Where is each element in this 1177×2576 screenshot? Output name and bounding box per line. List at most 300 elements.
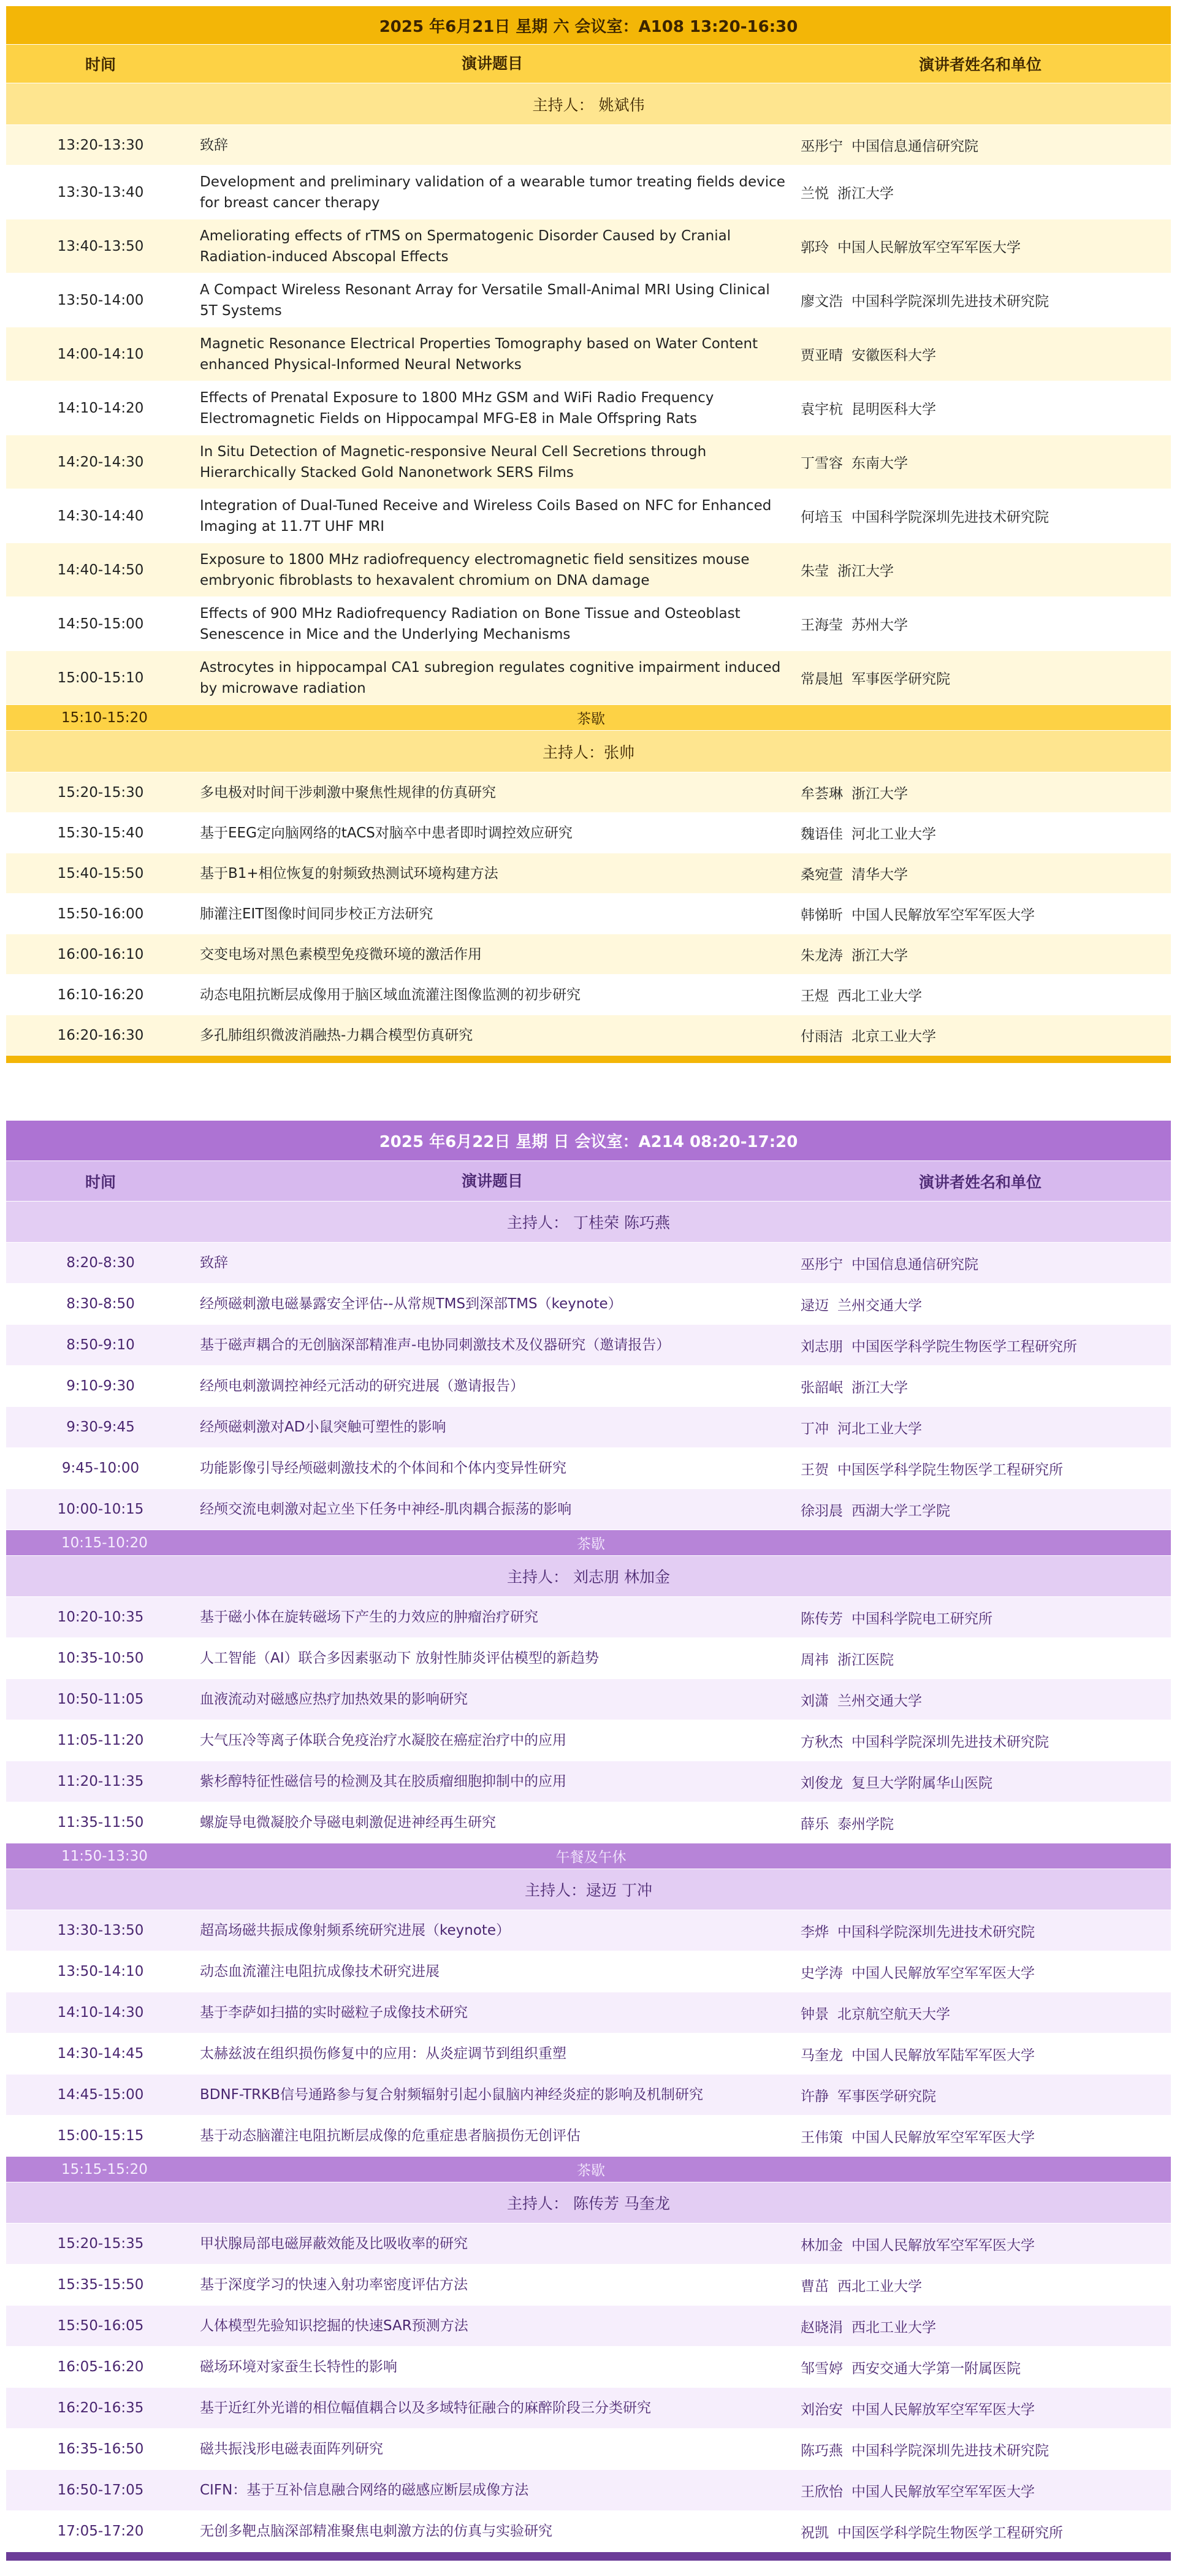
- speaker-affiliation: 北京航空航天大学: [837, 2006, 950, 2022]
- speaker-name: 郭玲: [801, 240, 829, 256]
- talk-time: 10:00-10:15: [57, 1501, 144, 1517]
- speaker-name: 薛乐: [801, 1816, 829, 1832]
- talk-row: [6, 381, 1171, 435]
- speaker-affiliation: 浙江大学: [837, 186, 894, 202]
- break-label: 午餐及午休: [555, 1850, 627, 1865]
- talk-time: 16:50-17:05: [57, 2482, 144, 2498]
- talk-row: [6, 2470, 1171, 2511]
- talk-speaker: [790, 1335, 1171, 1355]
- talk-row: [6, 2511, 1171, 2552]
- talk-row: [6, 1992, 1171, 2033]
- talk-title: 甲状腺局部电磁屏蔽效能及比吸收率的研究: [200, 2236, 468, 2252]
- speaker-affiliation: 军事医学研究院: [851, 671, 950, 687]
- talk-time: 14:50-15:00: [57, 615, 144, 632]
- break-time: 15:10-15:20: [61, 709, 148, 726]
- talk-speaker: [790, 135, 1171, 155]
- talk-title: 致辞: [200, 137, 228, 153]
- talk-time: 15:00-15:15: [57, 2128, 144, 2144]
- talk-title: 人工智能（AI）联合多因素驱动下 放射性肺炎评估模型的新趋势: [200, 1650, 599, 1666]
- speaker-name: 朱莹: [801, 563, 829, 579]
- talk-row: [6, 1951, 1171, 1992]
- talk-speaker: [790, 782, 1171, 802]
- talk-speaker: [790, 344, 1171, 364]
- talk-row: [6, 2306, 1171, 2347]
- speaker-name: 周祎: [801, 1652, 829, 1668]
- talk-speaker: [790, 668, 1171, 688]
- break-label: 茶歇: [577, 1536, 605, 1552]
- talk-title: Ameliorating effects of rTMS on Spermatogenic Disorder Caused by Cranial Radiation-induced Abscopal Effects: [200, 227, 731, 265]
- talk-row: [6, 597, 1171, 651]
- talk-row: [6, 1761, 1171, 1802]
- speaker-name: 丁冲: [801, 1420, 829, 1437]
- speaker-name: 林加金: [801, 2237, 843, 2254]
- talk-time: 14:40-14:50: [57, 562, 144, 578]
- talk-time: 14:10-14:30: [57, 2005, 144, 2021]
- talk-row: [6, 1720, 1171, 1761]
- speaker-affiliation: 北京工业大学: [851, 1029, 936, 1045]
- talk-title: Integration of Dual-Tuned Receive and Wireless Coils Based on NFC for Enhanced Imaging at 11.7T UHF MRI: [200, 497, 772, 535]
- talk-speaker: [790, 2398, 1171, 2418]
- speaker-name: 巫彤宁: [801, 1256, 843, 1273]
- speaker-affiliation: 西北工业大学: [851, 2319, 936, 2336]
- talk-title: 基于李萨如扫描的实时磁粒子成像技术研究: [200, 2005, 468, 2021]
- talk-time: 10:20-10:35: [57, 1609, 144, 1625]
- talk-title: 经颅磁刺激电磁暴露安全评估--从常规TMS到深部TMS（keynote）: [200, 1296, 622, 1312]
- talk-speaker: [790, 560, 1171, 580]
- speaker-name: 史学涛: [801, 1965, 843, 1981]
- talk-time: 15:20-15:35: [57, 2236, 144, 2252]
- talk-time: 10:35-10:50: [57, 1650, 144, 1666]
- talk-time: 8:30-8:50: [66, 1296, 135, 1312]
- break-row: [6, 2157, 1171, 2182]
- host-row: 主持人： 刘志朋 林加金: [6, 1556, 1171, 1597]
- talk-row: [6, 1802, 1171, 1843]
- speaker-name: 巫彤宁: [801, 139, 843, 154]
- header-speaker: 演讲者姓名和单位: [918, 1173, 1042, 1191]
- talk-row: [6, 1489, 1171, 1530]
- talk-speaker: [790, 1813, 1171, 1833]
- talk-title: 功能影像引导经颅磁刺激技术的个体间和个体内变异性研究: [200, 1460, 566, 1476]
- talk-row: [6, 1366, 1171, 1407]
- talk-speaker: [790, 863, 1171, 883]
- talk-row: [6, 2388, 1171, 2429]
- talk-title: 多电极对时间干涉刺激中聚焦性规律的仿真研究: [200, 784, 496, 801]
- talk-title: 多孔肺组织微波消融热-力耦合模型仿真研究: [200, 1027, 473, 1043]
- day1-banner: 2025 年6月21日 星期 六 会议室：A108 13:20-16:30: [6, 6, 1171, 45]
- day2-banner: 2025 年6月22日 星期 日 会议室：A214 08:20-17:20: [6, 1121, 1171, 1161]
- speaker-name: 牟荟琳: [801, 786, 843, 802]
- talk-title: 血液流动对磁感应热疗加热效果的影响研究: [200, 1691, 468, 1707]
- speaker-name: 李烨: [801, 1924, 829, 1940]
- talk-title: 动态电阻抗断层成像用于脑区域血流灌注图像监测的初步研究: [200, 986, 581, 1003]
- talk-row: [6, 2224, 1171, 2265]
- talk-time: 14:00-14:10: [57, 346, 144, 362]
- talk-title: 肺灌注EIT图像时间同步校正方法研究: [200, 905, 433, 922]
- speaker-affiliation: 中国科学院深圳先进技术研究院: [837, 1924, 1035, 1940]
- speaker-name: 张韶岷: [801, 1379, 843, 1396]
- speaker-name: 刘俊龙: [801, 1775, 843, 1791]
- speaker-name: 韩悌昕: [801, 907, 843, 923]
- speaker-name: 王海莹: [801, 617, 843, 633]
- talk-time: 9:30-9:45: [66, 1419, 135, 1435]
- day1-header-row: [6, 45, 1171, 83]
- speaker-name: 付雨洁: [801, 1029, 843, 1045]
- talk-row: [6, 1325, 1171, 1366]
- talk-row: [6, 1407, 1171, 1448]
- speaker-name: 王贺: [801, 1461, 829, 1478]
- talk-row: [6, 1597, 1171, 1638]
- speaker-affiliation: 中国人民解放军空军军医大学: [851, 907, 1035, 923]
- talk-title: 经颅交流电刺激对起立坐下任务中神经-肌肉耦合振荡的影响: [200, 1501, 572, 1517]
- talk-time: 16:35-16:50: [57, 2441, 144, 2457]
- speaker-affiliation: 浙江大学: [837, 563, 894, 579]
- speaker-affiliation: 西安交通大学第一附属医院: [851, 2360, 1021, 2377]
- speaker-name: 何培玉: [801, 509, 843, 525]
- talk-row: [6, 2033, 1171, 2075]
- talk-speaker: [790, 2234, 1171, 2254]
- speaker-name: 陈传芳: [801, 1610, 843, 1627]
- talk-speaker: [790, 452, 1171, 472]
- talk-time: 13:50-14:00: [57, 292, 144, 308]
- talk-title: 致辞: [200, 1255, 228, 1271]
- talk-time: 11:35-11:50: [57, 1815, 144, 1831]
- talk-list: [6, 2224, 1171, 2552]
- talk-time: 13:20-13:30: [57, 137, 144, 153]
- speaker-affiliation: 昆明医科大学: [851, 402, 936, 417]
- talk-time: 14:20-14:30: [57, 454, 144, 470]
- talk-row: [6, 435, 1171, 489]
- speaker-affiliation: 兰州交通大学: [837, 1297, 922, 1314]
- speaker-affiliation: 中国人民解放军空军军医大学: [851, 2237, 1035, 2254]
- talk-list: [6, 1243, 1171, 1530]
- speaker-name: 马奎龙: [801, 2047, 843, 2063]
- talk-row: [6, 813, 1171, 853]
- speaker-name: 邹雪婷: [801, 2360, 843, 2377]
- talk-speaker: [790, 1458, 1171, 1479]
- talk-time: 9:10-9:30: [66, 1378, 135, 1394]
- host-row: 主持人： 姚斌伟: [6, 83, 1171, 125]
- talk-time: 8:20-8:30: [66, 1255, 135, 1271]
- speaker-name: 王煜: [801, 988, 829, 1004]
- talk-time: 13:40-13:50: [57, 238, 144, 254]
- speaker-name: 钟景: [801, 2006, 829, 2022]
- talk-list: [6, 125, 1171, 705]
- break-time: 15:15-15:20: [61, 2161, 148, 2178]
- speaker-affiliation: 安徽医科大学: [851, 348, 936, 364]
- speaker-affiliation: 西北工业大学: [837, 988, 922, 1004]
- talk-speaker: [790, 236, 1171, 256]
- talk-title: Magnetic Resonance Electrical Properties Tomography based on Water Content enhanced Physical-Informed Neural Networks: [200, 335, 758, 373]
- speaker-affiliation: 西北工业大学: [837, 2278, 922, 2295]
- header-title: 演讲题目: [461, 55, 523, 72]
- talk-title: Effects of 900 MHz Radiofrequency Radiation on Bone Tissue and Osteoblast Senescence in Mice and the Underlying Mechanisms: [200, 605, 741, 642]
- talk-time: 14:30-14:45: [57, 2046, 144, 2062]
- speaker-name: 王伟策: [801, 2129, 843, 2146]
- talk-list: [6, 772, 1171, 1056]
- speaker-name: 廖文浩: [801, 294, 843, 310]
- talk-time: 14:30-14:40: [57, 508, 144, 524]
- talk-title: BDNF-TRKB信号通路参与复合射频辐射引起小鼠脑内神经炎症的影响及机制研究: [200, 2087, 704, 2103]
- header-title: 演讲题目: [461, 1172, 523, 1190]
- closing-bar: [6, 1056, 1171, 1063]
- speaker-affiliation: 泰州学院: [837, 1816, 894, 1832]
- speaker-name: 桑宛萱: [801, 867, 843, 883]
- talk-row: [6, 1284, 1171, 1325]
- speaker-affiliation: 中国人民解放军空军军医大学: [851, 2129, 1035, 2146]
- talk-row: [6, 1243, 1171, 1284]
- speaker-affiliation: 中国信息通信研究院: [851, 139, 978, 154]
- talk-time: 15:35-15:50: [57, 2277, 144, 2293]
- talk-speaker: [790, 2521, 1171, 2542]
- talk-title: 超高场磁共振成像射频系统研究进展（keynote）: [200, 1922, 511, 1938]
- talk-title: CIFN：基于互补信息融合网络的磁感应断层成像方法: [200, 2482, 529, 2498]
- talk-row: [6, 2116, 1171, 2157]
- talk-speaker: [790, 2275, 1171, 2295]
- break-row: [6, 1843, 1171, 1869]
- talk-row: [6, 2075, 1171, 2116]
- speaker-affiliation: 河北工业大学: [837, 1420, 922, 1437]
- talk-speaker: [790, 904, 1171, 924]
- talk-title: 基于动态脑灌注电阻抗断层成像的危重症患者脑损伤无创评估: [200, 2128, 581, 2144]
- speaker-name: 许静: [801, 2088, 829, 2105]
- speaker-name: 朱龙涛: [801, 948, 843, 964]
- speaker-affiliation: 中国人民解放军空军军医大学: [837, 240, 1021, 256]
- talk-speaker: [790, 2085, 1171, 2105]
- talk-time: 11:05-11:20: [57, 1732, 144, 1748]
- talk-title: In Situ Detection of Magnetic-responsive Neural Cell Secretions through Hierarchically Stacked Gold Nanonetwork SERS Films: [200, 443, 707, 481]
- speaker-affiliation: 中国人民解放军空军军医大学: [851, 2483, 1035, 2500]
- talk-time: 16:00-16:10: [57, 946, 144, 962]
- speaker-name: 贾亚晴: [801, 348, 843, 364]
- speaker-name: 常晨旭: [801, 671, 843, 687]
- host-row: 主持人： 丁桂荣 陈巧燕: [6, 1202, 1171, 1243]
- speaker-name: 逯迈: [801, 1297, 829, 1314]
- talk-time: 15:30-15:40: [57, 825, 144, 841]
- talk-time: 14:10-14:20: [57, 400, 144, 416]
- talk-title: 动态血流灌注电阻抗成像技术研究进展: [200, 1964, 440, 1980]
- talk-time: 15:20-15:30: [57, 784, 144, 801]
- talk-title: Exposure to 1800 MHz radiofrequency electromagnetic field sensitizes mouse embryonic fibroblasts to hexavalent chromium on DNA damage: [200, 551, 750, 589]
- talk-row: [6, 2429, 1171, 2470]
- talk-title: 螺旋导电微凝胶介导磁电刺激促进神经再生研究: [200, 1815, 496, 1831]
- speaker-affiliation: 浙江医院: [837, 1652, 894, 1668]
- day2-header-row: [6, 1161, 1171, 1202]
- talk-title: 经颅磁刺激对AD小鼠突触可塑性的影响: [200, 1419, 446, 1435]
- talk-title: 太赫兹波在组织损伤修复中的应用：从炎症调节到组织重塑: [200, 2046, 566, 2062]
- talk-speaker: [790, 182, 1171, 202]
- speaker-name: 赵晓涓: [801, 2319, 843, 2336]
- speaker-name: 王欣怡: [801, 2483, 843, 2500]
- host-row: 主持人：逯迈 丁冲: [6, 1869, 1171, 1910]
- speaker-affiliation: 中国科学院深圳先进技术研究院: [851, 2442, 1049, 2459]
- talk-speaker: [790, 398, 1171, 418]
- talk-speaker: [790, 1417, 1171, 1438]
- talk-title: 基于磁声耦合的无创脑深部精准声-电协同刺激技术及仪器研究（邀请报告）: [200, 1337, 671, 1353]
- talk-time: 13:30-13:50: [57, 1922, 144, 1938]
- speaker-affiliation: 兰州交通大学: [837, 1693, 922, 1709]
- break-label: 茶歇: [577, 2163, 605, 2179]
- talk-speaker: [790, 1499, 1171, 1520]
- talk-time: 16:20-16:35: [57, 2400, 144, 2416]
- header-speaker: 演讲者姓名和单位: [918, 56, 1042, 74]
- talk-time: 14:45-15:00: [57, 2087, 144, 2103]
- speaker-affiliation: 苏州大学: [851, 617, 908, 633]
- talk-list: [6, 1910, 1171, 2157]
- talk-time: 16:05-16:20: [57, 2359, 144, 2375]
- host-row: 主持人： 陈传芳 马奎龙: [6, 2182, 1171, 2224]
- talk-title: 基于近红外光谱的相位幅值耦合以及多域特征融合的麻醉阶段三分类研究: [200, 2400, 651, 2416]
- talk-speaker: [790, 2126, 1171, 2146]
- talk-title: 交变电场对黑色素模型免疫微环境的激活作用: [200, 946, 482, 962]
- talk-title: 基于磁小体在旋转磁场下产生的力效应的肿瘤治疗研究: [200, 1609, 538, 1625]
- speaker-name: 徐羽晨: [801, 1503, 843, 1519]
- speaker-affiliation: 浙江大学: [851, 786, 908, 802]
- break-label: 茶歇: [577, 711, 605, 727]
- speaker-name: 方秋杰: [801, 1734, 843, 1750]
- talk-time: 15:50-16:00: [57, 905, 144, 922]
- talk-speaker: [790, 1731, 1171, 1751]
- talk-row: [6, 2347, 1171, 2388]
- talk-speaker: [790, 985, 1171, 1005]
- talk-title: 基于深度学习的快速入射功率密度评估方法: [200, 2277, 468, 2293]
- talk-time: 15:50-16:05: [57, 2318, 144, 2334]
- talk-title: Astrocytes in hippocampal CA1 subregion regulates cognitive impairment induced by microwave radiation: [200, 659, 781, 696]
- talk-row: [6, 1910, 1171, 1951]
- talk-row: [6, 1015, 1171, 1056]
- speaker-name: 刘志朋: [801, 1338, 843, 1355]
- talk-speaker: [790, 1294, 1171, 1314]
- talk-title: 磁共振浅形电磁表面阵列研究: [200, 2441, 383, 2457]
- talk-speaker: [790, 290, 1171, 310]
- speaker-affiliation: 中国医学科学院生物医学工程研究所: [837, 1461, 1063, 1478]
- speaker-affiliation: 中国人民解放军陆军军医大学: [851, 2047, 1035, 2063]
- speaker-affiliation: 中国信息通信研究院: [851, 1256, 978, 1273]
- talk-time: 15:40-15:50: [57, 865, 144, 882]
- talk-row: [6, 543, 1171, 597]
- speaker-affiliation: 复旦大学附属华山医院: [851, 1775, 992, 1791]
- talk-speaker: [790, 1772, 1171, 1792]
- talk-speaker: [790, 2439, 1171, 2460]
- talk-row: [6, 1638, 1171, 1679]
- speaker-name: 刘治安: [801, 2401, 843, 2418]
- talk-title: 人体模型先验知识挖掘的快速SAR预测方法: [200, 2318, 468, 2334]
- talk-speaker: [790, 2003, 1171, 2023]
- speaker-name: 陈巧燕: [801, 2442, 843, 2459]
- talk-row: [6, 975, 1171, 1015]
- talk-row: [6, 772, 1171, 813]
- talk-speaker: [790, 944, 1171, 964]
- closing-bar: [6, 2552, 1171, 2561]
- talk-speaker: [790, 1376, 1171, 1397]
- break-row: [6, 1530, 1171, 1556]
- talk-time: 16:20-16:30: [57, 1027, 144, 1043]
- talk-time: 10:50-11:05: [57, 1691, 144, 1707]
- talk-title: 基于B1+相位恢复的射频致热测试环境构建方法: [200, 865, 498, 882]
- break-time: 11:50-13:30: [61, 1848, 148, 1864]
- speaker-affiliation: 中国医学科学院生物医学工程研究所: [837, 2525, 1063, 2541]
- speaker-name: 袁宇杭: [801, 402, 843, 417]
- talk-row: [6, 125, 1171, 166]
- talk-list: [6, 1597, 1171, 1843]
- talk-speaker: [790, 1253, 1171, 1273]
- speaker-affiliation: 中国人民解放军空军军医大学: [851, 2401, 1035, 2418]
- talk-speaker: [790, 2357, 1171, 2377]
- talk-speaker: [790, 2044, 1171, 2064]
- talk-row: [6, 853, 1171, 894]
- talk-speaker: [790, 1607, 1171, 1628]
- talk-title: A Compact Wireless Resonant Array for Versatile Small-Animal MRI Using Clinical 5T Systems: [200, 281, 770, 319]
- talk-title: 经颅电刺激调控神经元活动的研究进展（邀请报告）: [200, 1378, 524, 1394]
- talk-row: [6, 1679, 1171, 1720]
- schedule-day1: [6, 6, 1171, 1063]
- speaker-affiliation: 军事医学研究院: [837, 2088, 936, 2105]
- talk-time: 8:50-9:10: [66, 1337, 135, 1353]
- talk-title: 大气压冷等离子体联合免疫治疗水凝胶在癌症治疗中的应用: [200, 1732, 566, 1748]
- talk-time: 13:30-13:40: [57, 184, 144, 200]
- talk-speaker: [790, 1962, 1171, 1982]
- speaker-name: 兰悦: [801, 186, 829, 202]
- talk-time: 11:20-11:35: [57, 1774, 144, 1789]
- speaker-affiliation: 中国科学院深圳先进技术研究院: [851, 509, 1049, 525]
- speaker-affiliation: 中国科学院深圳先进技术研究院: [851, 1734, 1049, 1750]
- talk-time: 16:10-16:20: [57, 986, 144, 1003]
- talk-speaker: [790, 1690, 1171, 1710]
- speaker-affiliation: 中国科学院深圳先进技术研究院: [851, 294, 1049, 310]
- talk-speaker: [790, 506, 1171, 526]
- talk-row: [6, 894, 1171, 934]
- break-row: [6, 705, 1171, 731]
- talk-title: Effects of Prenatal Exposure to 1800 MHz GSM and WiFi Radio Frequency Electromagnetic Fields on Hippocampal MFG-E8 in Male Offspring Rats: [200, 389, 714, 427]
- talk-title: 磁场环境对家蚕生长特性的影响: [200, 2359, 397, 2375]
- talk-speaker: [790, 2316, 1171, 2336]
- schedule-day2: [6, 1121, 1171, 2561]
- talk-row: [6, 934, 1171, 975]
- talk-row: [6, 1448, 1171, 1489]
- talk-speaker: [790, 2480, 1171, 2501]
- talk-time: 17:05-17:20: [57, 2523, 144, 2539]
- talk-row: [6, 651, 1171, 705]
- talk-row: [6, 489, 1171, 543]
- speaker-affiliation: 浙江大学: [851, 1379, 908, 1396]
- talk-time: 9:45-10:00: [61, 1460, 140, 1476]
- speaker-affiliation: 中国科学院电工研究所: [851, 1610, 992, 1627]
- break-time: 10:15-10:20: [61, 1534, 148, 1551]
- speaker-name: 刘潇: [801, 1693, 829, 1709]
- talk-speaker: [790, 1648, 1171, 1669]
- speaker-affiliation: 浙江大学: [851, 948, 908, 964]
- header-time: 时间: [85, 56, 116, 74]
- talk-time: 15:00-15:10: [57, 669, 144, 686]
- talk-time: 13:50-14:10: [57, 1964, 144, 1980]
- speaker-affiliation: 中国医学科学院生物医学工程研究所: [851, 1338, 1077, 1355]
- speaker-affiliation: 河北工业大学: [851, 826, 936, 842]
- talk-row: [6, 219, 1171, 273]
- speaker-affiliation: 西湖大学工学院: [851, 1503, 950, 1519]
- talk-row: [6, 166, 1171, 219]
- talk-speaker: [790, 1921, 1171, 1941]
- talk-title: 无创多靶点脑深部精准聚焦电刺激方法的仿真与实验研究: [200, 2523, 552, 2539]
- speaker-affiliation: 东南大学: [851, 455, 908, 471]
- talk-title: Development and preliminary validation of a wearable tumor treating fields device for breast cancer therapy: [200, 173, 785, 211]
- host-row: 主持人：张帅: [6, 731, 1171, 772]
- speaker-name: 魏语佳: [801, 826, 843, 842]
- speaker-name: 曹茁: [801, 2278, 829, 2295]
- speaker-affiliation: 中国人民解放军空军军医大学: [851, 1965, 1035, 1981]
- speaker-name: 丁雪容: [801, 455, 843, 471]
- talk-title: 紫杉醇特征性磁信号的检测及其在胶质瘤细胞抑制中的应用: [200, 1774, 566, 1789]
- talk-speaker: [790, 614, 1171, 634]
- talk-title: 基于EEG定向脑网络的tACS对脑卒中患者即时调控效应研究: [200, 825, 573, 841]
